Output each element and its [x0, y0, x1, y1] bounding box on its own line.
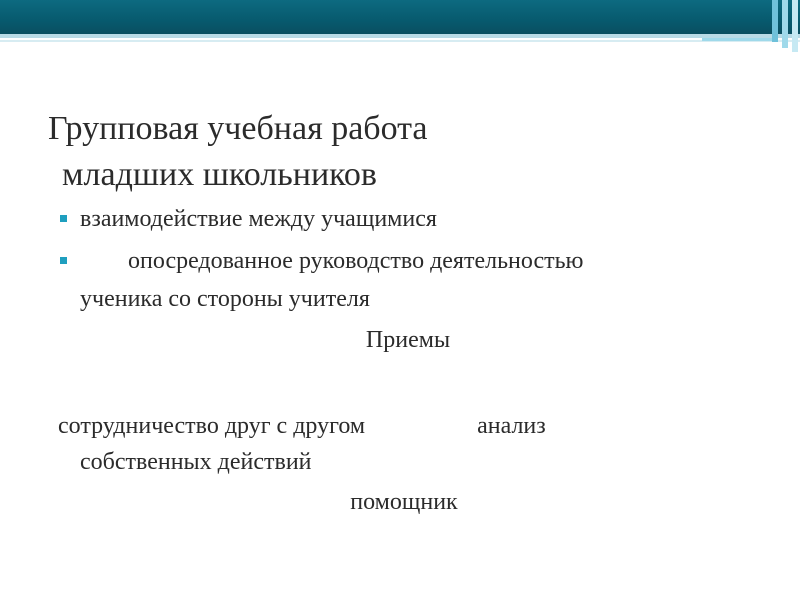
header-thin-stripe	[0, 40, 800, 42]
technique-analysis-continued: собственных действий	[80, 449, 312, 475]
header-band	[0, 0, 800, 34]
bullet-text-continued: ученика со стороны учителя	[80, 286, 370, 312]
bullet-list	[60, 200, 760, 318]
header-accent-stripe	[0, 34, 800, 38]
bullet-square-icon	[60, 257, 67, 264]
bullet-item	[60, 200, 760, 238]
corner-bar	[792, 0, 798, 52]
corner-bar	[772, 0, 778, 42]
title-line-2: младших школьников	[62, 156, 377, 193]
technique-cooperation: сотрудничество друг с другом	[58, 413, 366, 439]
bullet-text: взаимодействие между учащимися	[80, 206, 437, 232]
technique-helper: помощник	[350, 489, 458, 515]
corner-accent-line	[702, 38, 772, 41]
bullet-text: опосредованное руководство деятельностью	[128, 248, 584, 274]
bullet-item	[60, 242, 760, 318]
corner-bar	[782, 0, 788, 48]
technique-analysis: анализ	[477, 413, 546, 439]
bullet-square-icon	[60, 215, 67, 222]
slide-title	[48, 106, 428, 198]
technique-row	[58, 408, 738, 480]
corner-decoration	[766, 0, 800, 50]
techniques-heading: Приемы	[365, 327, 451, 353]
title-line-1: Групповая учебная работа	[48, 110, 428, 147]
